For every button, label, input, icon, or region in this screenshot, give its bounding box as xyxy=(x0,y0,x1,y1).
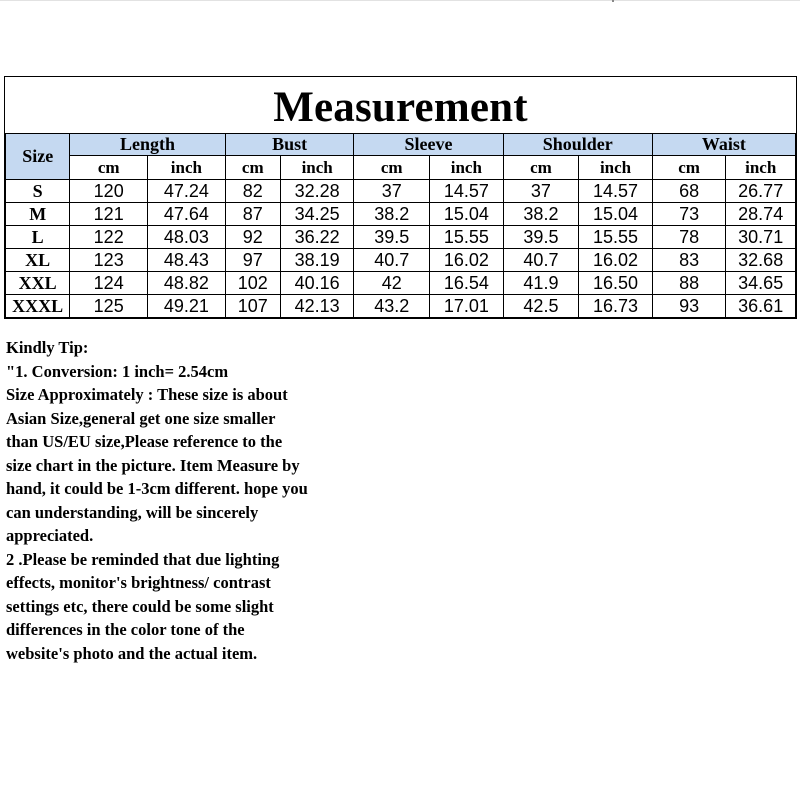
measurement-cell: 97 xyxy=(225,249,280,272)
size-cell: M xyxy=(6,203,70,226)
note-line: size chart in the picture. Item Measure by xyxy=(6,455,300,475)
measurement-cell: 102 xyxy=(225,272,280,295)
top-mark xyxy=(612,0,614,2)
measurement-table-body xyxy=(6,180,796,318)
size-column-header: Size xyxy=(6,134,70,180)
measurement-cell: 39.5 xyxy=(503,226,579,249)
unit-header: cm xyxy=(70,156,148,180)
measurement-cell: 39.5 xyxy=(354,226,430,249)
table-row xyxy=(6,180,796,203)
unit-header: cm xyxy=(503,156,579,180)
note-line: effects, monitor's brightness/ contrast xyxy=(6,573,271,592)
table-row xyxy=(6,203,796,226)
note-line: can understanding, will be sincerely xyxy=(6,502,259,522)
note-line: "1. Conversion: 1 inch= 2.54cm xyxy=(6,361,229,381)
measurement-cell: 49.21 xyxy=(148,295,226,318)
note-line: Asian Size,general get one size smaller xyxy=(6,408,276,428)
group-header-row xyxy=(6,134,796,156)
table-row xyxy=(6,272,796,295)
measurement-cell: 107 xyxy=(225,295,280,318)
measurement-cell: 40.16 xyxy=(280,272,354,295)
unit-header: cm xyxy=(225,156,280,180)
measurement-cell: 16.02 xyxy=(579,249,653,272)
group-header-sleeve: Sleeve xyxy=(354,134,503,156)
unit-header: inch xyxy=(579,156,653,180)
measurement-cell: 42 xyxy=(354,272,430,295)
kindly-tip-notes xyxy=(6,336,386,665)
top-rule xyxy=(0,0,800,1)
measurement-cell: 48.03 xyxy=(148,226,226,249)
unit-header: inch xyxy=(148,156,226,180)
unit-header: inch xyxy=(430,156,504,180)
measurement-cell: 14.57 xyxy=(579,180,653,203)
measurement-cell: 47.64 xyxy=(148,203,226,226)
measurement-cell: 16.02 xyxy=(430,249,504,272)
measurement-cell: 38.19 xyxy=(280,249,354,272)
measurement-cell: 123 xyxy=(70,249,148,272)
measurement-cell: 92 xyxy=(225,226,280,249)
measurement-cell: 87 xyxy=(225,203,280,226)
measurement-cell: 37 xyxy=(503,180,579,203)
size-chart xyxy=(4,76,797,319)
measurement-cell: 88 xyxy=(652,272,726,295)
measurement-cell: 82 xyxy=(225,180,280,203)
measurement-cell: 26.77 xyxy=(726,180,796,203)
unit-header: inch xyxy=(280,156,354,180)
measurement-cell: 16.50 xyxy=(579,272,653,295)
measurement-cell: 15.04 xyxy=(430,203,504,226)
measurement-cell: 32.28 xyxy=(280,180,354,203)
measurement-cell: 34.65 xyxy=(726,272,796,295)
note-line: Size Approximately : These size is about xyxy=(6,385,288,404)
measurement-cell: 42.5 xyxy=(503,295,579,318)
measurement-cell: 93 xyxy=(652,295,726,318)
size-cell: XXL xyxy=(6,272,70,295)
measurement-cell: 15.55 xyxy=(430,226,504,249)
note-line: hand, it could be 1-3cm different. hope you xyxy=(6,479,308,498)
measurement-cell: 47.24 xyxy=(148,180,226,203)
group-header-waist: Waist xyxy=(652,134,795,156)
tip-title: Kindly Tip: xyxy=(6,338,89,357)
measurement-cell: 17.01 xyxy=(430,295,504,318)
measurement-cell: 120 xyxy=(70,180,148,203)
note-lines xyxy=(6,360,386,666)
measurement-cell: 32.68 xyxy=(726,249,796,272)
measurement-cell: 78 xyxy=(652,226,726,249)
measurement-cell: 34.25 xyxy=(280,203,354,226)
note-line: differences in the color tone of the xyxy=(6,620,245,639)
measurement-cell: 73 xyxy=(652,203,726,226)
measurement-cell: 38.2 xyxy=(503,203,579,226)
unit-header: cm xyxy=(652,156,726,180)
table-row xyxy=(6,249,796,272)
note-line: website's photo and the actual item. xyxy=(6,643,258,663)
measurement-cell: 30.71 xyxy=(726,226,796,249)
measurement-cell: 43.2 xyxy=(354,295,430,318)
measurement-cell: 48.82 xyxy=(148,272,226,295)
measurement-cell: 42.13 xyxy=(280,295,354,318)
measurement-cell: 36.22 xyxy=(280,226,354,249)
measurement-cell: 83 xyxy=(652,249,726,272)
note-line: than US/EU size,Please reference to the xyxy=(6,432,283,451)
measurement-cell: 15.04 xyxy=(579,203,653,226)
note-line: appreciated. xyxy=(6,526,94,545)
table-row xyxy=(6,226,796,249)
unit-header: cm xyxy=(354,156,430,180)
measurement-cell: 125 xyxy=(70,295,148,318)
measurement-table xyxy=(5,133,796,318)
group-header-shoulder: Shoulder xyxy=(503,134,652,156)
page-title: Measurement xyxy=(273,84,528,131)
measurement-cell: 122 xyxy=(70,226,148,249)
measurement-cell: 124 xyxy=(70,272,148,295)
measurement-cell: 121 xyxy=(70,203,148,226)
measurement-cell: 48.43 xyxy=(148,249,226,272)
table-row xyxy=(6,295,796,318)
measurement-cell: 37 xyxy=(354,180,430,203)
measurement-cell: 68 xyxy=(652,180,726,203)
size-cell: L xyxy=(6,226,70,249)
unit-header-row xyxy=(6,156,796,180)
measurement-cell: 38.2 xyxy=(354,203,430,226)
measurement-cell: 15.55 xyxy=(579,226,653,249)
measurement-cell: 40.7 xyxy=(503,249,579,272)
measurement-cell: 16.73 xyxy=(579,295,653,318)
note-line: settings etc, there could be some slight xyxy=(6,596,274,616)
size-cell: S xyxy=(6,180,70,203)
unit-header: inch xyxy=(726,156,796,180)
note-line: 2 .Please be reminded that due lighting xyxy=(6,549,280,569)
group-header-bust: Bust xyxy=(225,134,354,156)
size-cell: XXXL xyxy=(6,295,70,318)
group-header-length: Length xyxy=(70,134,225,156)
measurement-cell: 40.7 xyxy=(354,249,430,272)
size-cell: XL xyxy=(6,249,70,272)
measurement-cell: 36.61 xyxy=(726,295,796,318)
measurement-cell: 14.57 xyxy=(430,180,504,203)
measurement-cell: 28.74 xyxy=(726,203,796,226)
measurement-cell: 16.54 xyxy=(430,272,504,295)
measurement-cell: 41.9 xyxy=(503,272,579,295)
